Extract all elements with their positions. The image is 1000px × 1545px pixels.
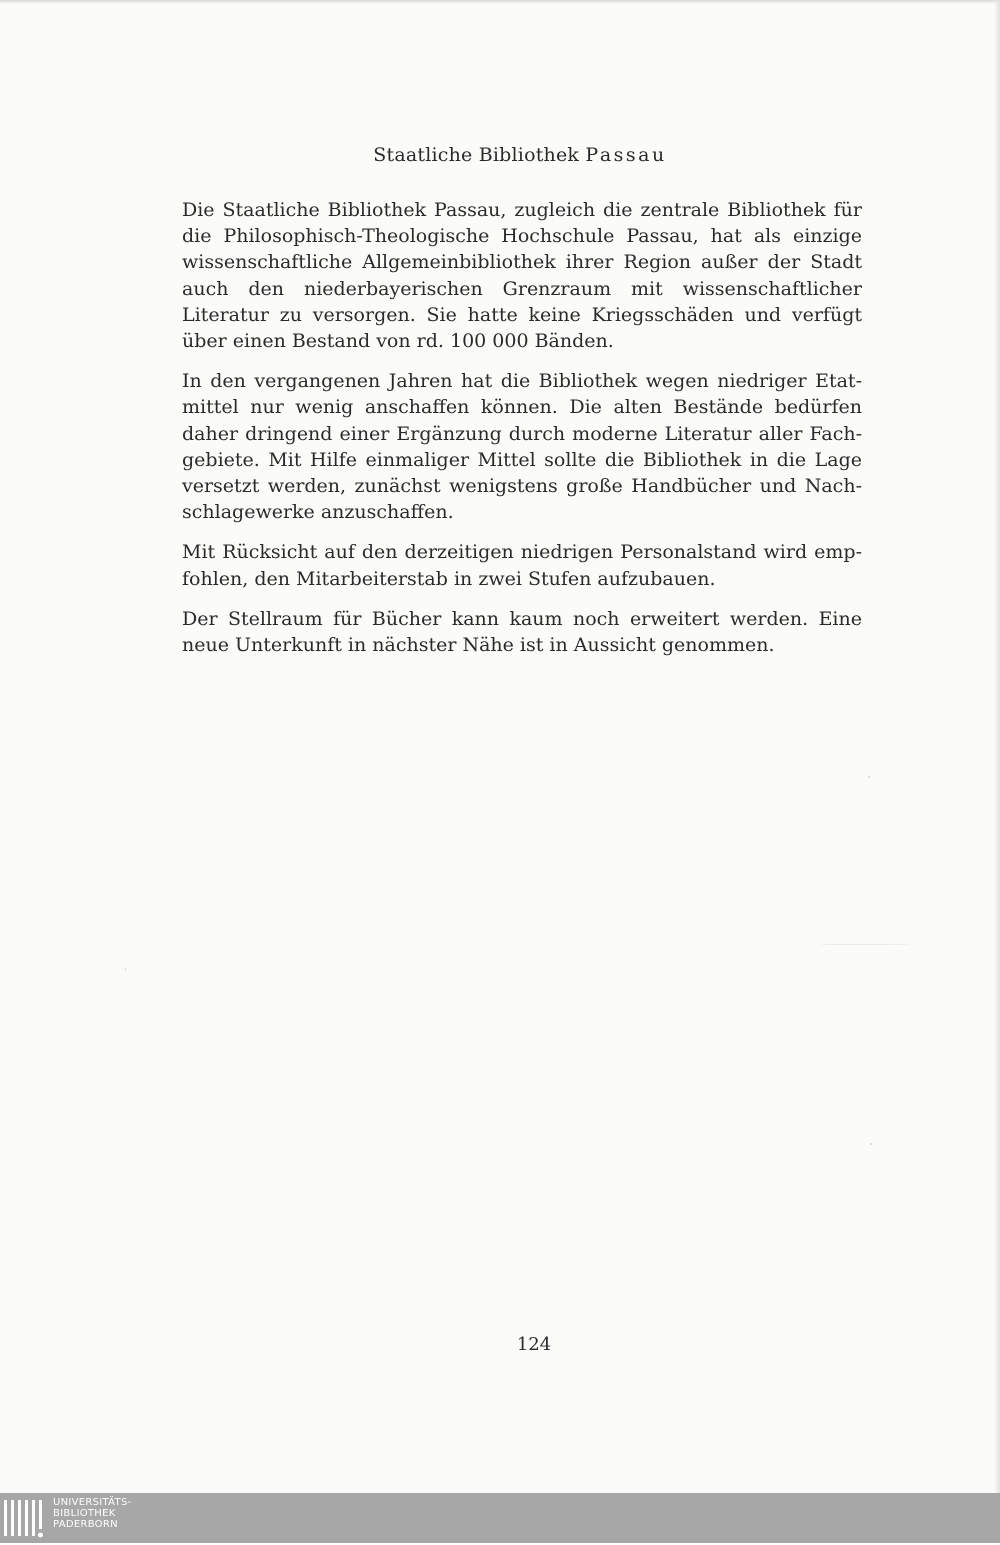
paragraph-2: In den vergangenen Jahren hat die Bibliothek wegen niedriger Etatmittel nur wenig anschaffen können. Die alten Bestände bedürfen daher dringend einer Ergänzung durch moderne Literatur aller Fachgebiete. Mit Hilfe einmaliger Mittel sollte die Bibliothek in die Lage versetzt werden, zunächst wenigstens große Handbücher und Nachschlagewerke anzuschaffen. [182,370,862,524]
heading-place: Passau [585,144,667,166]
body-text [182,197,862,672]
paper-speck [125,968,126,971]
page-number: 124 [516,1334,552,1355]
footer-institution-name [53,1497,132,1530]
footer-line-2: BIBLIOTHEK [53,1508,116,1519]
library-barcode-logo-icon [2,1498,46,1540]
paper-speck [868,776,870,778]
paper-speck [820,944,910,945]
footer-line-1: UNIVERSITÄTS- [53,1497,132,1508]
heading-title: Staatliche Bibliothek [373,144,580,166]
paragraph-4: Der Stellraum für Bücher kann kaum noch erweitert werden. Eine neue Unterkunft in nächster Nähe ist in Aussicht genommen. [182,607,862,657]
footer-line-3: PADERBORN [53,1519,118,1530]
footer-bar [0,1493,1000,1543]
paper-speck [870,1143,872,1145]
paragraph-3: Mit Rücksicht auf den derzeitigen niedrigen Personalstand wird empfohlen, den Mitarbeiterstab in zwei Stufen aufzubauen. [182,541,862,590]
page-heading [0,144,1000,166]
paragraph-1: Die Staatliche Bibliothek Passau, zugleich die zentrale Bibliothek für die Philosophisch-Theologische Hochschule Passau, hat als einzige wissenschaftliche Allgemeinbibliothek ihrer Region außer der Stadt auch den niederbayerischen Grenzraum mit wissenschaftlicher Literatur zu versorgen. Sie hatte keine Kriegsschäden und verfügt über einen Bestand von rd. 100 000 Bänden. [182,199,862,353]
